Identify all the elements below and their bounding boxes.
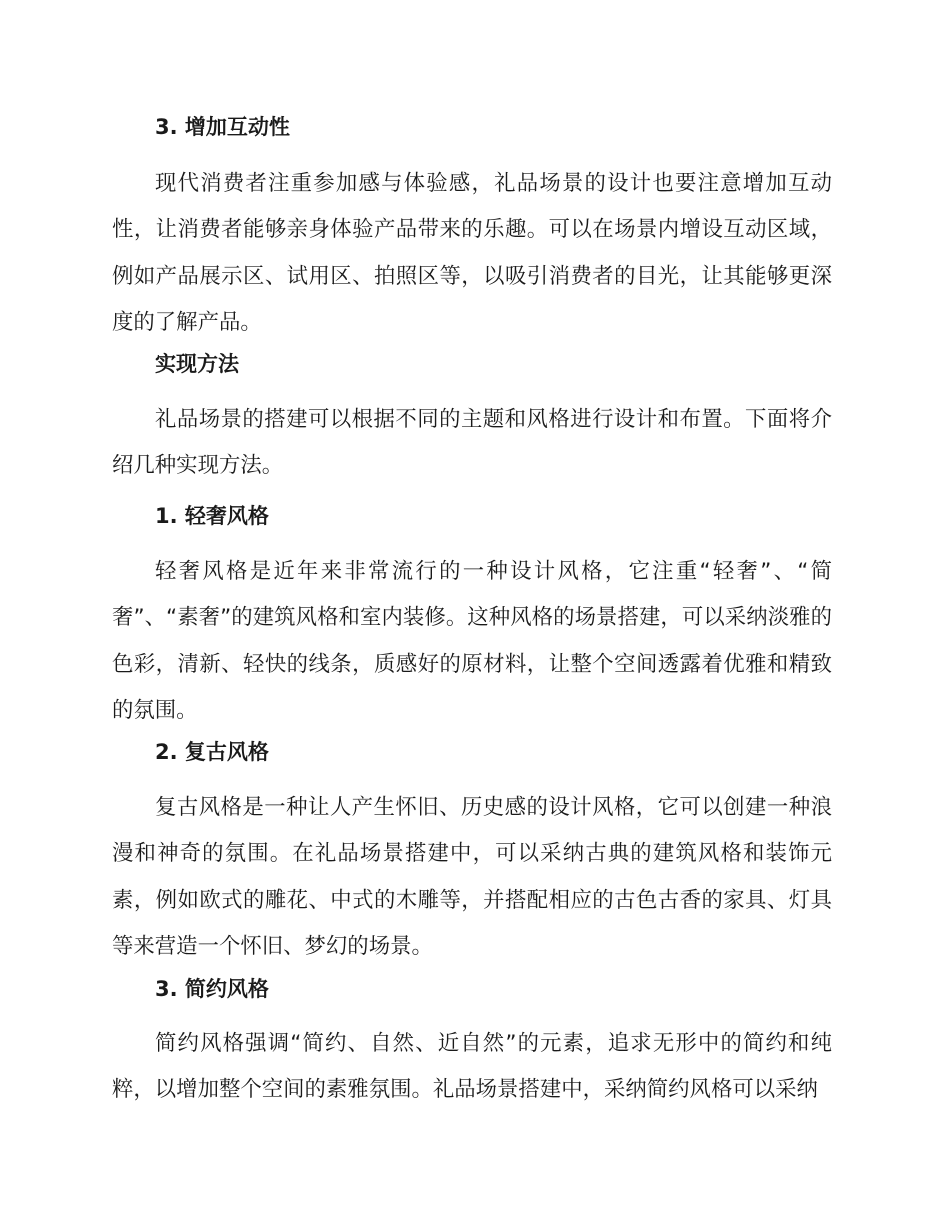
section-heading-interactivity: 3. 增加互动性 (155, 115, 290, 139)
section-heading-retro: 2. 复古风格 (155, 740, 269, 764)
paragraph-retro: 复古风格是一种让人产生怀旧、历史感的设计风格，它可以创建一种浪漫和神奇的氛围。在礼品场景搭建中，可以采纳古典的建筑风格和装饰元素，例如欧式的雕花、中式的木雕等，并搭配相应的古色古香的家具、灯具等来营造一个怀旧、梦幻的场景。 (112, 795, 832, 959)
paragraph-interactivity: 现代消费者注重参加感与体验感，礼品场景的设计也要注意增加互动性，让消费者能够亲身体验产品带来的乐趣。可以在场景内增设互动区域，例如产品展示区、试用区、拍照区等，以吸引消费者的目光，让其能够更深度的了解产品。 (112, 171, 832, 335)
paragraph-implementation: 礼品场景的搭建可以根据不同的主题和风格进行设计和布置。下面将介绍几种实现方法。 (112, 407, 832, 479)
section-heading-light-luxury: 1. 轻奢风格 (155, 504, 269, 528)
paragraph-minimalist: 简约风格强调“简约、自然、近自然”的元素，追求无形中的简约和纯粹，以增加整个空间的素雅氛围。礼品场景搭建中，采纳简约风格可以采纳 (112, 1031, 832, 1103)
section-heading-minimalist: 3. 简约风格 (155, 977, 269, 1001)
section-heading-implementation: 实现方法 (155, 352, 239, 376)
paragraph-light-luxury: 轻奢风格是近年来非常流行的一种设计风格，它注重“轻奢”、“简奢”、“素奢”的建筑风格和室内装修。这种风格的场景搭建，可以采纳淡雅的色彩，清新、轻快的线条，质感好的原材料，让整个空间透露着优雅和精致的氛围。 (112, 559, 832, 723)
